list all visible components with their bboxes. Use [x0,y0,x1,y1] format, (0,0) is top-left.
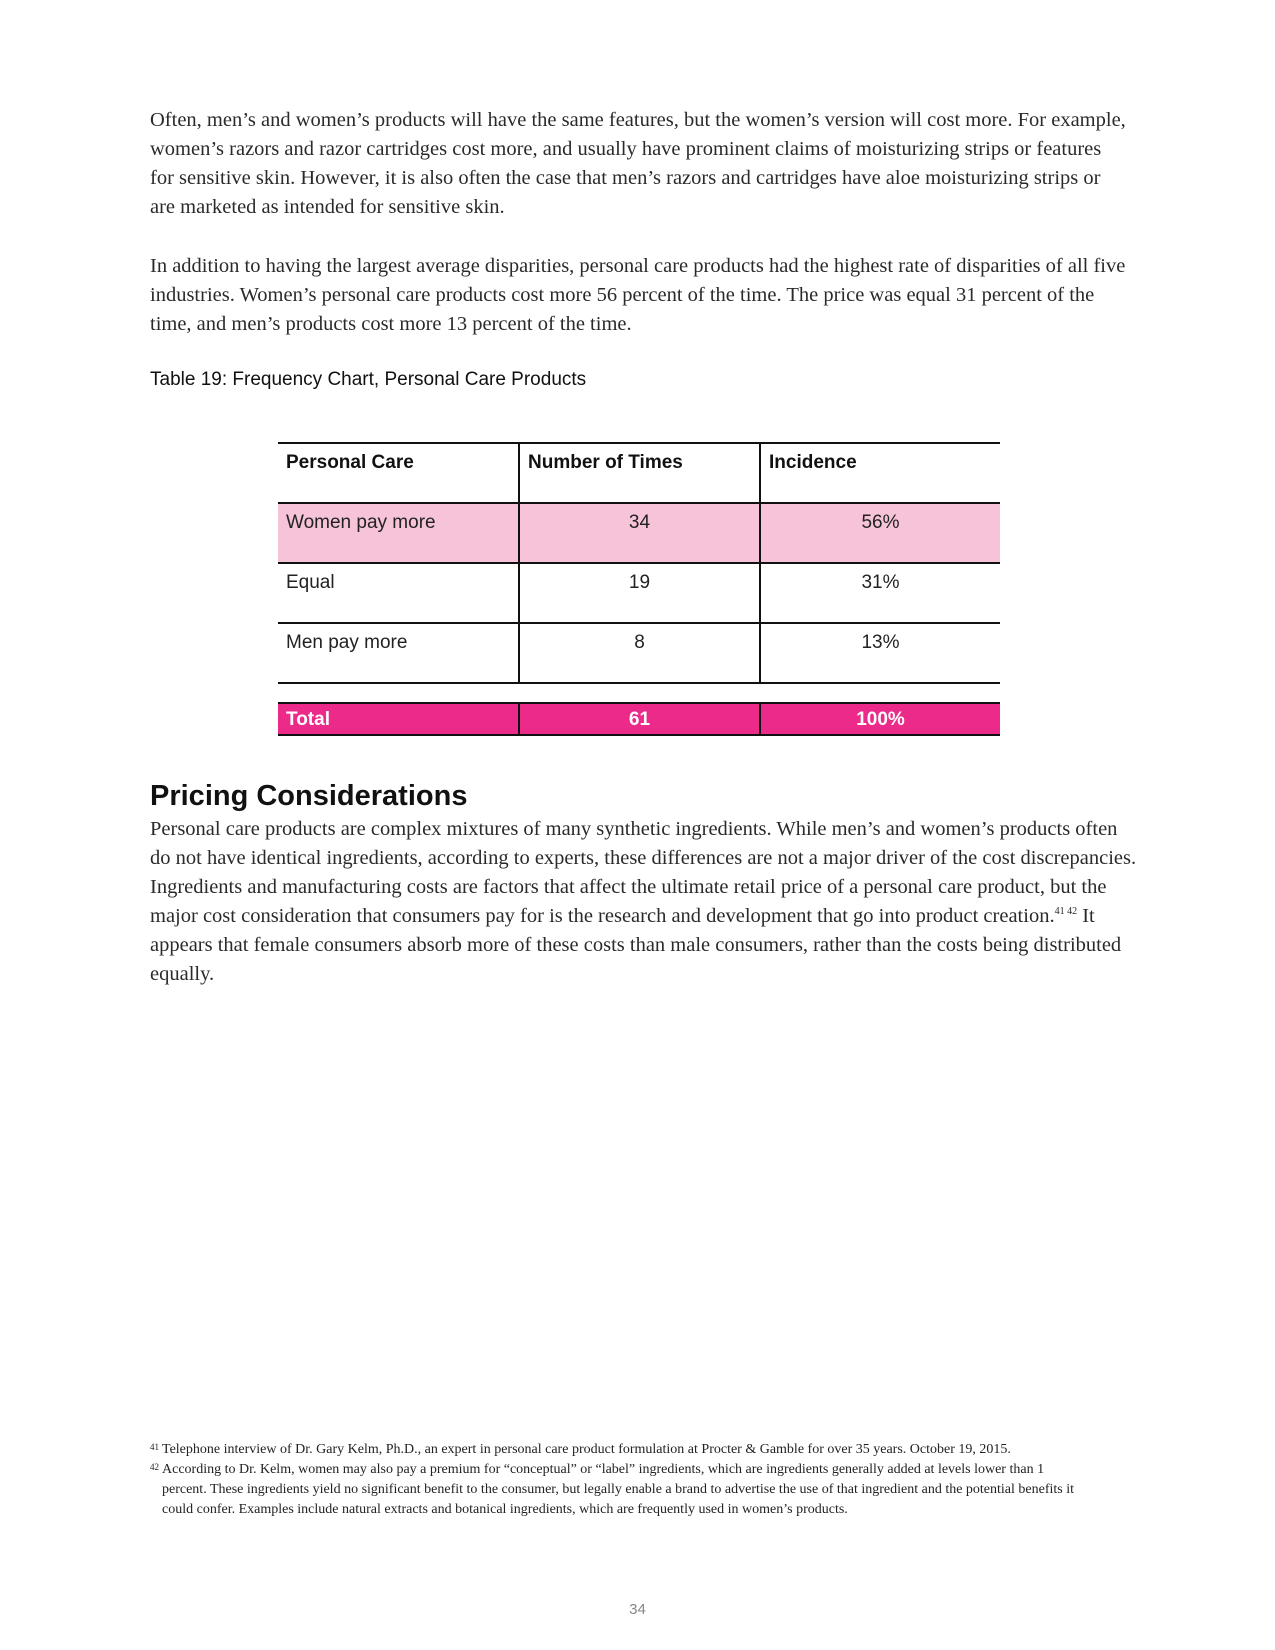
footnote-41 [150,1440,1090,1460]
table-spacer [278,683,1000,703]
paragraph-3-part-1: Personal care products are complex mixtures of many synthetic ingredients. While men’s and women’s products often do not have identical ingredients, according to experts, these differences are not a major driver of the cost discrepancies. Ingredients and manufacturing costs are factors that affect the ultimate retail price of a personal care product, but the major cost consideration that consumers pay for is the research and development that go into product creation. [150,818,1137,927]
row-count: 8 [519,623,760,683]
total-label: Total [278,703,519,735]
row-label: Men pay more [278,623,519,683]
row-incidence: 56% [760,503,1000,563]
total-count: 61 [519,703,760,735]
total-incidence: 100% [760,703,1000,735]
footnotes [150,1440,1090,1520]
footnote-42 [150,1460,1090,1520]
page-number: 34 [629,1601,646,1618]
table-row [278,623,1000,683]
footnote-ref-41[interactable]: 41 42 [1054,906,1078,917]
table-row [278,503,1000,563]
header-incidence: Incidence [760,443,1000,503]
body-paragraph-3 [150,815,1140,989]
row-label: Equal [278,563,519,623]
row-count: 34 [519,503,760,563]
body-paragraph-1: Often, men’s and women’s products will have the same features, but the women’s version will cost more. For example, women’s razors and razor cartridges cost more, and usually have prominent claims of moisturizing strips or features for sensitive skin. However, it is also often the case that men’s razors and cartridges have aloe moisturizing strips or are marketed as intended for sensitive skin. [150,109,1126,218]
table-total-row [278,703,1000,735]
frequency-table [278,442,1000,736]
table-caption: Table 19: Frequency Chart, Personal Care Products [150,369,587,390]
body-paragraph-2: In addition to having the largest average disparities, personal care products had the highest rate of disparities of all five industries. Women’s personal care products cost more 56 percent of the time. The price was equal 31 percent of the time, and men’s products cost more 13 percent of the time. [150,255,1126,335]
footnote-number: 42 [150,1462,159,1472]
header-personal-care: Personal Care [278,443,519,503]
footnote-number: 41 [150,1442,159,1452]
header-number-of-times: Number of Times [519,443,760,503]
row-count: 19 [519,563,760,623]
row-label: Women pay more [278,503,519,563]
paragraph-3-part-2: It appears that female consumers absorb more of these costs than male consumers, rather than the costs being distributed equally. [150,905,1122,985]
section-heading: Pricing Considerations [150,780,468,812]
footnote-text: Telephone interview of Dr. Gary Kelm, Ph.D., an expert in personal care product formulation at Procter & Gamble for over 35 years. October 19, 2015. [162,1442,1011,1457]
row-incidence: 31% [760,563,1000,623]
table-header-row [278,443,1000,503]
table-row [278,563,1000,623]
footnote-text: According to Dr. Kelm, women may also pay a premium for “conceptual” or “label” ingredients, which are ingredients generally added at levels lower than 1 percent. These ingredients yield no significant benefit to the consumer, but legally enable a brand to advertise the use of that ingredient and the potential benefits it could confer. Examples include natural extracts and botanical ingredients, which are frequently used in women’s products. [162,1462,1075,1517]
row-incidence: 13% [760,623,1000,683]
